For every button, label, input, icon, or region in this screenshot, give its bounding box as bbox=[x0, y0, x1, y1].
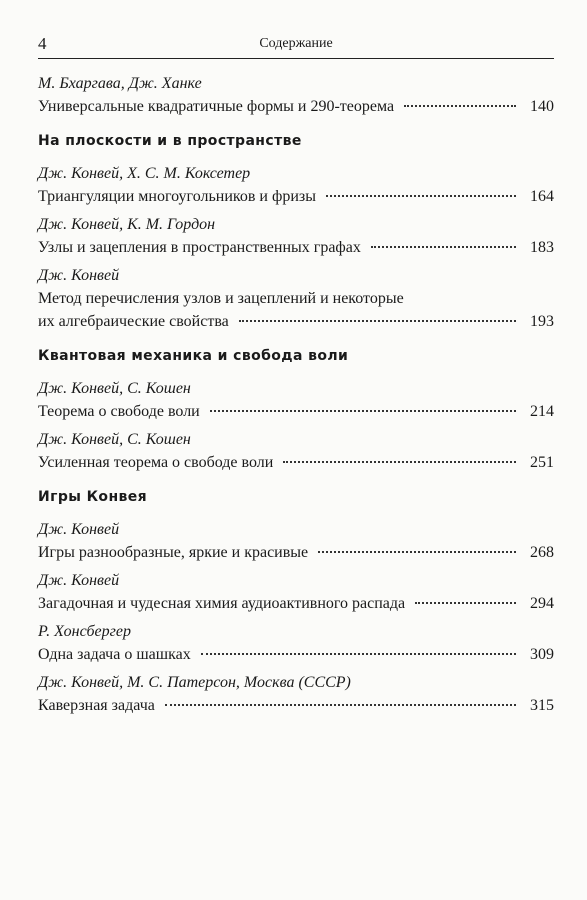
page-header bbox=[38, 32, 554, 59]
dot-leader bbox=[326, 195, 516, 197]
dot-leader bbox=[371, 246, 516, 248]
toc-section bbox=[38, 484, 554, 717]
entry-authors: Р. Хонсбергер bbox=[38, 623, 131, 640]
dot-leader bbox=[239, 320, 516, 322]
entry-title-row bbox=[38, 643, 554, 666]
toc-entry[interactable] bbox=[38, 264, 554, 333]
toc-entry[interactable] bbox=[38, 671, 554, 717]
entry-title: Игры разнообразные, яркие и красивые bbox=[38, 544, 309, 561]
entry-title-row bbox=[38, 694, 554, 717]
entry-title-row bbox=[38, 592, 554, 615]
entry-title-row bbox=[38, 185, 554, 208]
entry-title: их алгебраические свойства bbox=[38, 313, 229, 330]
dot-leader bbox=[210, 410, 516, 412]
entry-title: Загадочная и чудесная химия аудиоактивного распада bbox=[38, 595, 406, 612]
section-title: Квантовая механика и свобода воли bbox=[38, 348, 349, 364]
entry-page-number: 193 bbox=[530, 313, 554, 330]
entry-title-row bbox=[38, 310, 554, 333]
toc-entry[interactable] bbox=[38, 213, 554, 259]
entry-authors: Дж. Конвей, С. Кошен bbox=[38, 380, 191, 397]
entry-authors: Дж. Конвей, С. Кошен bbox=[38, 431, 191, 448]
entry-page-number: 309 bbox=[530, 646, 554, 663]
entry-authors: Дж. Конвей, Х. С. М. Коксетер bbox=[38, 165, 251, 182]
entry-page-number: 294 bbox=[530, 595, 554, 612]
entry-page-number: 183 bbox=[530, 239, 554, 256]
dot-leader bbox=[201, 653, 516, 655]
entry-page-number: 315 bbox=[530, 697, 554, 714]
entry-title-row bbox=[38, 95, 554, 118]
entry-title: Узлы и зацепления в пространственных графах bbox=[38, 239, 361, 256]
entry-title: Усиленная теорема о свободе воли bbox=[38, 454, 274, 471]
toc-entry[interactable] bbox=[38, 377, 554, 423]
entry-page-number: 268 bbox=[530, 544, 554, 561]
toc-section bbox=[38, 343, 554, 474]
toc-entry[interactable] bbox=[38, 72, 554, 118]
toc-entry[interactable] bbox=[38, 162, 554, 208]
section-title: Игры Конвея bbox=[38, 489, 148, 505]
running-head: Содержание bbox=[259, 36, 333, 51]
entry-title: Триангуляции многоугольников и фризы bbox=[38, 188, 316, 205]
section-title: На плоскости и в пространстве bbox=[38, 133, 302, 149]
table-of-contents bbox=[38, 72, 554, 722]
toc-entry[interactable] bbox=[38, 620, 554, 666]
toc-entry[interactable] bbox=[38, 428, 554, 474]
entry-title-line: Метод перечисления узлов и зацеплений и некоторые bbox=[38, 290, 404, 307]
toc-entry[interactable] bbox=[38, 518, 554, 564]
entry-title-row bbox=[38, 451, 554, 474]
entry-title: Одна задача о шашках bbox=[38, 646, 191, 663]
entry-page-number: 164 bbox=[530, 188, 554, 205]
entry-title: Каверзная задача bbox=[38, 697, 155, 714]
entry-title-row bbox=[38, 400, 554, 423]
dot-leader bbox=[318, 551, 516, 553]
dot-leader bbox=[165, 704, 516, 706]
dot-leader bbox=[415, 602, 516, 604]
toc-entry[interactable] bbox=[38, 569, 554, 615]
dot-leader bbox=[404, 105, 516, 107]
entry-authors: М. Бхаргава, Дж. Ханке bbox=[38, 75, 202, 92]
entry-authors: Дж. Конвей, К. М. Гордон bbox=[38, 216, 216, 233]
entry-authors: Дж. Конвей bbox=[38, 267, 120, 284]
entry-title: Универсальные квадратичные формы и 290-теорема bbox=[38, 98, 395, 115]
dot-leader bbox=[283, 461, 516, 463]
entry-authors: Дж. Конвей bbox=[38, 572, 120, 589]
entry-page-number: 214 bbox=[530, 403, 554, 420]
entry-authors: Дж. Конвей, М. С. Патерсон, Москва (СССР) bbox=[38, 674, 351, 691]
toc-section bbox=[38, 72, 554, 118]
entry-title-row bbox=[38, 541, 554, 564]
entry-title: Теорема о свободе воли bbox=[38, 403, 200, 420]
entry-page-number: 140 bbox=[530, 98, 554, 115]
entry-page-number: 251 bbox=[530, 454, 554, 471]
page-number: 4 bbox=[38, 34, 47, 53]
toc-section bbox=[38, 128, 554, 333]
entry-title-row bbox=[38, 236, 554, 259]
entry-authors: Дж. Конвей bbox=[38, 521, 120, 538]
